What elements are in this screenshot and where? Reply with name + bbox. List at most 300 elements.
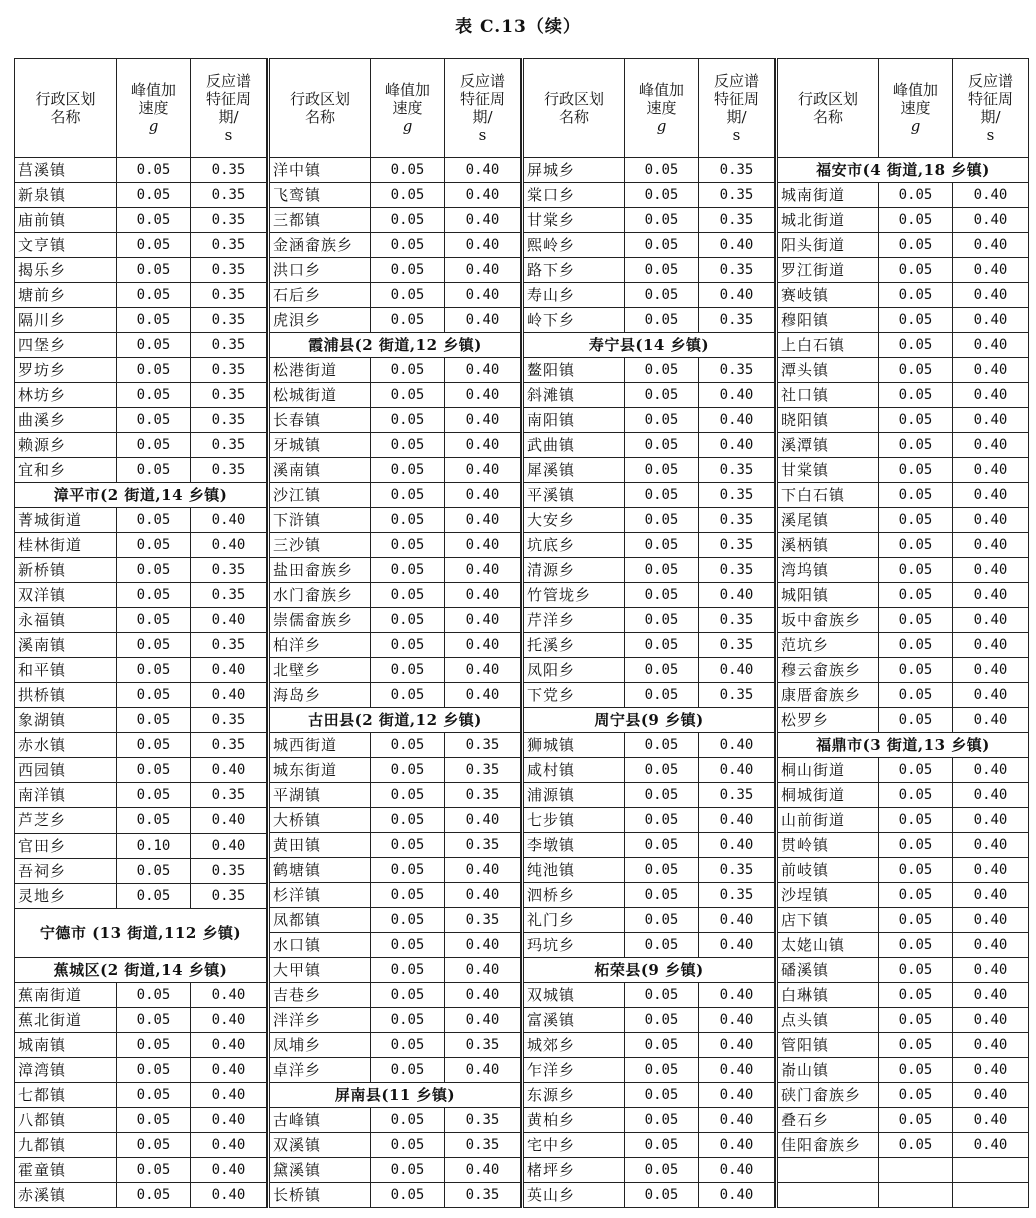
peak-acceleration: 0.05 — [879, 808, 953, 833]
peak-acceleration: 0.05 — [117, 683, 191, 708]
peak-acceleration: 0.05 — [625, 458, 699, 483]
region-name: 托溪乡 — [523, 633, 625, 658]
spectrum-period: 0.40 — [445, 658, 521, 683]
table-row — [523, 633, 775, 658]
peak-acceleration: 0.05 — [117, 1107, 191, 1132]
header-period: 反应谱特征周期/ s — [445, 59, 521, 158]
spectrum-period: 0.40 — [191, 833, 267, 858]
peak-acceleration: 0.05 — [117, 583, 191, 608]
peak-acceleration: 0.05 — [371, 158, 445, 183]
table-row — [777, 308, 1029, 333]
region-name: 八都镇 — [15, 1107, 117, 1132]
table-row — [777, 1133, 1029, 1158]
spectrum-period: 0.40 — [191, 1107, 267, 1132]
region-name: 点头镇 — [777, 1008, 879, 1033]
peak-acceleration: 0.05 — [371, 558, 445, 583]
peak-acceleration: 0.05 — [879, 233, 953, 258]
region-name: 吾祠乡 — [15, 858, 117, 883]
spectrum-period: 0.40 — [699, 908, 775, 933]
table-row — [269, 233, 521, 258]
spectrum-period: 0.35 — [191, 883, 267, 908]
region-name: 桐山街道 — [777, 758, 879, 783]
region-name: 象湖镇 — [15, 708, 117, 733]
table-row — [777, 358, 1029, 383]
region-name: 溪潭镇 — [777, 433, 879, 458]
table-row — [777, 933, 1029, 958]
table-row — [777, 783, 1029, 808]
table-panel-2 — [267, 58, 521, 1208]
region-name: 桂林街道 — [15, 533, 117, 558]
table-row — [777, 833, 1029, 858]
spectrum-period: 0.40 — [953, 708, 1029, 733]
section-row — [523, 333, 775, 358]
spectrum-period: 0.40 — [191, 1057, 267, 1082]
spectrum-period: 0.40 — [191, 1182, 267, 1207]
peak-acceleration: 0.05 — [117, 533, 191, 558]
spectrum-period: 0.40 — [699, 283, 775, 308]
region-name: 甘棠乡 — [523, 208, 625, 233]
peak-acceleration: 0.05 — [371, 408, 445, 433]
peak-acceleration: 0.05 — [117, 1182, 191, 1207]
table-row — [269, 558, 521, 583]
peak-acceleration: 0.05 — [371, 1108, 445, 1133]
table-row — [15, 1057, 267, 1082]
peak-acceleration: 0.05 — [879, 1133, 953, 1158]
peak-acceleration — [879, 1183, 953, 1208]
region-name: 城东街道 — [269, 758, 371, 783]
region-name: 宅中乡 — [523, 1133, 625, 1158]
region-name: 霍童镇 — [15, 1157, 117, 1182]
table-row — [269, 308, 521, 333]
region-name: 泗桥乡 — [523, 883, 625, 908]
peak-acceleration: 0.05 — [371, 733, 445, 758]
table-row — [777, 883, 1029, 908]
table-row — [269, 458, 521, 483]
peak-acceleration: 0.05 — [371, 1033, 445, 1058]
table-row — [269, 1133, 521, 1158]
peak-acceleration: 0.05 — [879, 308, 953, 333]
peak-acceleration: 0.05 — [879, 783, 953, 808]
region-name: 山前街道 — [777, 808, 879, 833]
peak-acceleration: 0.05 — [117, 1157, 191, 1182]
peak-acceleration: 0.05 — [371, 608, 445, 633]
peak-acceleration: 0.05 — [625, 933, 699, 958]
spectrum-period: 0.40 — [953, 983, 1029, 1008]
spectrum-period: 0.40 — [699, 383, 775, 408]
seismic-parameter-table — [14, 58, 1024, 1208]
region-name: 穆云畲族乡 — [777, 658, 879, 683]
region-name: 城北街道 — [777, 208, 879, 233]
region-name — [777, 1158, 879, 1183]
region-name: 塘前乡 — [15, 283, 117, 308]
region-name: 泮洋乡 — [269, 1008, 371, 1033]
table-row — [777, 1033, 1029, 1058]
region-name: 溪南镇 — [269, 458, 371, 483]
spectrum-period: 0.35 — [191, 458, 267, 483]
spectrum-period: 0.40 — [445, 358, 521, 383]
peak-acceleration: 0.05 — [625, 283, 699, 308]
region-name: 平湖镇 — [269, 783, 371, 808]
spectrum-period: 0.35 — [699, 183, 775, 208]
table-row — [269, 183, 521, 208]
spectrum-period: 0.40 — [699, 1183, 775, 1208]
region-name: 甘棠镇 — [777, 458, 879, 483]
spectrum-period: 0.35 — [699, 633, 775, 658]
table-row — [269, 658, 521, 683]
region-name: 英山乡 — [523, 1183, 625, 1208]
region-name: 虎浿乡 — [269, 308, 371, 333]
spectrum-period: 0.40 — [953, 758, 1029, 783]
peak-acceleration: 0.05 — [625, 483, 699, 508]
region-name: 西园镇 — [15, 758, 117, 783]
spectrum-period: 0.40 — [445, 608, 521, 633]
spectrum-period: 0.40 — [191, 808, 267, 833]
region-name: 石后乡 — [269, 283, 371, 308]
table-row — [777, 808, 1029, 833]
region-name: 双溪镇 — [269, 1133, 371, 1158]
header-acceleration: 峰值加速度 g — [879, 59, 953, 158]
spectrum-period: 0.40 — [953, 1058, 1029, 1083]
region-name: 莒溪镇 — [15, 158, 117, 183]
table-row — [777, 333, 1029, 358]
region-name: 永福镇 — [15, 608, 117, 633]
table-row — [523, 683, 775, 708]
spectrum-period: 0.35 — [699, 683, 775, 708]
peak-acceleration: 0.05 — [625, 508, 699, 533]
peak-acceleration: 0.05 — [117, 608, 191, 633]
table-row — [15, 982, 267, 1007]
region-name: 叠石乡 — [777, 1108, 879, 1133]
peak-acceleration: 0.05 — [371, 983, 445, 1008]
peak-acceleration: 0.05 — [117, 883, 191, 908]
table-row — [269, 933, 521, 958]
spectrum-period: 0.40 — [191, 1157, 267, 1182]
spectrum-period: 0.40 — [953, 433, 1029, 458]
region-name: 纯池镇 — [523, 858, 625, 883]
spectrum-period: 0.40 — [953, 358, 1029, 383]
peak-acceleration: 0.05 — [625, 908, 699, 933]
spectrum-period: 0.35 — [699, 358, 775, 383]
spectrum-period: 0.40 — [699, 1083, 775, 1108]
region-name: 牙城镇 — [269, 433, 371, 458]
region-name: 赤水镇 — [15, 733, 117, 758]
region-name: 水口镇 — [269, 933, 371, 958]
table-row — [269, 1158, 521, 1183]
peak-acceleration: 0.05 — [117, 633, 191, 658]
peak-acceleration: 0.05 — [625, 1108, 699, 1133]
spectrum-period: 0.40 — [445, 1158, 521, 1183]
table-row — [777, 483, 1029, 508]
table-row — [777, 458, 1029, 483]
spectrum-period: 0.40 — [953, 483, 1029, 508]
region-name: 灵地乡 — [15, 883, 117, 908]
header-acceleration: 峰值加速度 g — [117, 59, 191, 158]
region-name: 咸村镇 — [523, 758, 625, 783]
region-name: 七都镇 — [15, 1082, 117, 1107]
region-name: 和平镇 — [15, 658, 117, 683]
table-row — [269, 733, 521, 758]
table-row — [523, 733, 775, 758]
section-heading: 福鼎市(3 街道,13 乡镇) — [777, 733, 1029, 758]
peak-acceleration: 0.05 — [879, 1033, 953, 1058]
region-name: 菁城街道 — [15, 508, 117, 533]
peak-acceleration: 0.05 — [117, 1032, 191, 1057]
region-name: 林坊乡 — [15, 383, 117, 408]
region-name: 溪尾镇 — [777, 508, 879, 533]
spectrum-period: 0.40 — [191, 982, 267, 1007]
table-row — [523, 458, 775, 483]
spectrum-period — [953, 1158, 1029, 1183]
header-row — [777, 59, 1029, 158]
peak-acceleration: 0.05 — [117, 458, 191, 483]
table-row — [777, 583, 1029, 608]
peak-acceleration: 0.05 — [371, 283, 445, 308]
peak-acceleration: 0.05 — [371, 483, 445, 508]
spectrum-period: 0.35 — [699, 608, 775, 633]
spectrum-period: 0.35 — [191, 733, 267, 758]
spectrum-period: 0.40 — [953, 183, 1029, 208]
region-name: 城西街道 — [269, 733, 371, 758]
section-heading: 福安市(4 街道,18 乡镇) — [777, 158, 1029, 183]
section-row — [523, 958, 775, 983]
region-name: 海岛乡 — [269, 683, 371, 708]
peak-acceleration: 0.05 — [625, 1033, 699, 1058]
peak-acceleration: 0.05 — [371, 383, 445, 408]
peak-acceleration: 0.05 — [879, 933, 953, 958]
table-row — [15, 683, 267, 708]
header-acceleration: 峰值加速度 g — [371, 59, 445, 158]
spectrum-period: 0.40 — [953, 333, 1029, 358]
section-row — [15, 908, 267, 957]
table-row — [15, 1132, 267, 1157]
spectrum-period: 0.40 — [445, 183, 521, 208]
peak-acceleration: 0.05 — [117, 783, 191, 808]
peak-acceleration: 0.05 — [117, 858, 191, 883]
spectrum-period: 0.40 — [953, 633, 1029, 658]
spectrum-period: 0.40 — [445, 433, 521, 458]
table-row — [269, 258, 521, 283]
spectrum-period: 0.40 — [953, 933, 1029, 958]
peak-acceleration: 0.05 — [371, 233, 445, 258]
region-name: 黄田镇 — [269, 833, 371, 858]
region-name: 清源乡 — [523, 558, 625, 583]
table-row — [777, 1108, 1029, 1133]
table-row — [269, 583, 521, 608]
table-row — [269, 158, 521, 183]
spectrum-period: 0.40 — [445, 158, 521, 183]
region-name: 崇儒畲族乡 — [269, 608, 371, 633]
table-row — [269, 383, 521, 408]
region-name: 洋中镇 — [269, 158, 371, 183]
section-row — [269, 333, 521, 358]
spectrum-period: 0.40 — [953, 908, 1029, 933]
peak-acceleration: 0.05 — [625, 1058, 699, 1083]
peak-acceleration: 0.05 — [879, 833, 953, 858]
table-panel-1 — [14, 58, 267, 1208]
peak-acceleration: 0.05 — [371, 358, 445, 383]
table-row — [269, 883, 521, 908]
table-row — [523, 858, 775, 883]
spectrum-period: 0.40 — [953, 233, 1029, 258]
peak-acceleration: 0.05 — [879, 533, 953, 558]
table-row — [523, 1008, 775, 1033]
spectrum-period: 0.40 — [191, 683, 267, 708]
table-row — [15, 883, 267, 908]
region-name: 芦芝乡 — [15, 808, 117, 833]
spectrum-period: 0.35 — [445, 833, 521, 858]
table-row — [777, 858, 1029, 883]
spectrum-period: 0.35 — [445, 733, 521, 758]
spectrum-period: 0.35 — [699, 208, 775, 233]
spectrum-period: 0.35 — [191, 408, 267, 433]
peak-acceleration: 0.05 — [371, 1183, 445, 1208]
header-name: 行政区划名称 — [523, 59, 625, 158]
spectrum-period: 0.40 — [953, 783, 1029, 808]
region-name: 罗江街道 — [777, 258, 879, 283]
table-row — [523, 808, 775, 833]
peak-acceleration: 0.05 — [371, 1008, 445, 1033]
peak-acceleration: 0.05 — [625, 883, 699, 908]
spectrum-period: 0.35 — [699, 858, 775, 883]
table-row — [777, 1008, 1029, 1033]
header-row — [269, 59, 521, 158]
table-row — [523, 383, 775, 408]
spectrum-period: 0.35 — [699, 308, 775, 333]
region-name: 下浒镇 — [269, 508, 371, 533]
section-heading: 漳平市(2 街道,14 乡镇) — [15, 483, 267, 508]
spectrum-period: 0.40 — [699, 1058, 775, 1083]
spectrum-period: 0.40 — [445, 308, 521, 333]
peak-acceleration: 0.05 — [879, 358, 953, 383]
section-heading: 古田县(2 街道,12 乡镇) — [269, 708, 521, 733]
spectrum-period: 0.35 — [445, 1183, 521, 1208]
peak-acceleration: 0.05 — [879, 408, 953, 433]
region-name — [777, 1183, 879, 1208]
peak-acceleration: 0.05 — [879, 483, 953, 508]
spectrum-period: 0.40 — [445, 508, 521, 533]
region-name: 康厝畲族乡 — [777, 683, 879, 708]
table-row — [15, 308, 267, 333]
region-name: 水门畲族乡 — [269, 583, 371, 608]
table-row — [777, 983, 1029, 1008]
spectrum-period: 0.40 — [191, 1082, 267, 1107]
peak-acceleration: 0.05 — [625, 658, 699, 683]
table-row — [15, 1007, 267, 1032]
region-name: 四堡乡 — [15, 333, 117, 358]
table-row — [15, 208, 267, 233]
peak-acceleration: 0.05 — [625, 808, 699, 833]
region-name: 三都镇 — [269, 208, 371, 233]
spectrum-period: 0.40 — [445, 283, 521, 308]
peak-acceleration: 0.05 — [371, 508, 445, 533]
table-row — [523, 833, 775, 858]
peak-acceleration: 0.05 — [371, 683, 445, 708]
table-row — [777, 1083, 1029, 1108]
spectrum-period: 0.40 — [953, 533, 1029, 558]
table-row — [523, 1183, 775, 1208]
spectrum-period: 0.40 — [953, 883, 1029, 908]
table-row — [269, 283, 521, 308]
region-name: 城南镇 — [15, 1032, 117, 1057]
peak-acceleration: 0.05 — [625, 833, 699, 858]
peak-acceleration: 0.05 — [625, 308, 699, 333]
table-row — [269, 433, 521, 458]
peak-acceleration: 0.05 — [879, 458, 953, 483]
region-name: 熙岭乡 — [523, 233, 625, 258]
header-row — [15, 59, 267, 158]
spectrum-period: 0.40 — [953, 308, 1029, 333]
peak-acceleration: 0.05 — [625, 158, 699, 183]
peak-acceleration: 0.05 — [879, 658, 953, 683]
peak-acceleration: 0.05 — [625, 208, 699, 233]
peak-acceleration: 0.05 — [625, 983, 699, 1008]
region-name: 潭头镇 — [777, 358, 879, 383]
header-name: 行政区划名称 — [15, 59, 117, 158]
spectrum-period: 0.40 — [699, 233, 775, 258]
table-row — [523, 658, 775, 683]
table-row — [777, 233, 1029, 258]
region-name: 凤埔乡 — [269, 1033, 371, 1058]
peak-acceleration: 0.05 — [371, 633, 445, 658]
peak-acceleration: 0.05 — [625, 608, 699, 633]
table-row — [777, 708, 1029, 733]
spectrum-period: 0.35 — [699, 258, 775, 283]
spectrum-period: 0.40 — [953, 683, 1029, 708]
section-row — [15, 957, 267, 982]
peak-acceleration: 0.05 — [879, 983, 953, 1008]
peak-acceleration: 0.05 — [371, 433, 445, 458]
region-name: 沙江镇 — [269, 483, 371, 508]
peak-acceleration: 0.05 — [879, 258, 953, 283]
region-name: 吉巷乡 — [269, 983, 371, 1008]
peak-acceleration: 0.05 — [117, 658, 191, 683]
spectrum-period: 0.40 — [445, 1008, 521, 1033]
peak-acceleration: 0.05 — [879, 508, 953, 533]
table-row — [777, 1058, 1029, 1083]
region-name: 宜和乡 — [15, 458, 117, 483]
spectrum-period: 0.40 — [699, 1133, 775, 1158]
table-row — [777, 758, 1029, 783]
table-row — [523, 1133, 775, 1158]
peak-acceleration: 0.05 — [879, 1058, 953, 1083]
spectrum-period: 0.40 — [953, 1008, 1029, 1033]
spectrum-period: 0.35 — [191, 708, 267, 733]
section-heading: 周宁县(9 乡镇) — [523, 708, 775, 733]
spectrum-period: 0.40 — [445, 208, 521, 233]
spectrum-period: 0.40 — [191, 1032, 267, 1057]
spectrum-period: 0.35 — [191, 383, 267, 408]
table-row — [777, 633, 1029, 658]
table-row — [777, 1183, 1029, 1208]
peak-acceleration: 0.05 — [117, 233, 191, 258]
peak-acceleration: 0.05 — [625, 1158, 699, 1183]
region-name: 竹管垅乡 — [523, 583, 625, 608]
peak-acceleration: 0.05 — [117, 383, 191, 408]
peak-acceleration: 0.05 — [625, 1008, 699, 1033]
table-row — [777, 433, 1029, 458]
table-row — [777, 383, 1029, 408]
table-row — [269, 808, 521, 833]
region-name: 漳湾镇 — [15, 1057, 117, 1082]
region-name: 北壁乡 — [269, 658, 371, 683]
peak-acceleration: 0.05 — [117, 358, 191, 383]
spectrum-period: 0.40 — [445, 258, 521, 283]
table-row — [523, 433, 775, 458]
table-panel-4 — [775, 58, 1029, 1208]
peak-acceleration: 0.05 — [117, 1082, 191, 1107]
spectrum-period: 0.35 — [191, 358, 267, 383]
table-row — [15, 383, 267, 408]
